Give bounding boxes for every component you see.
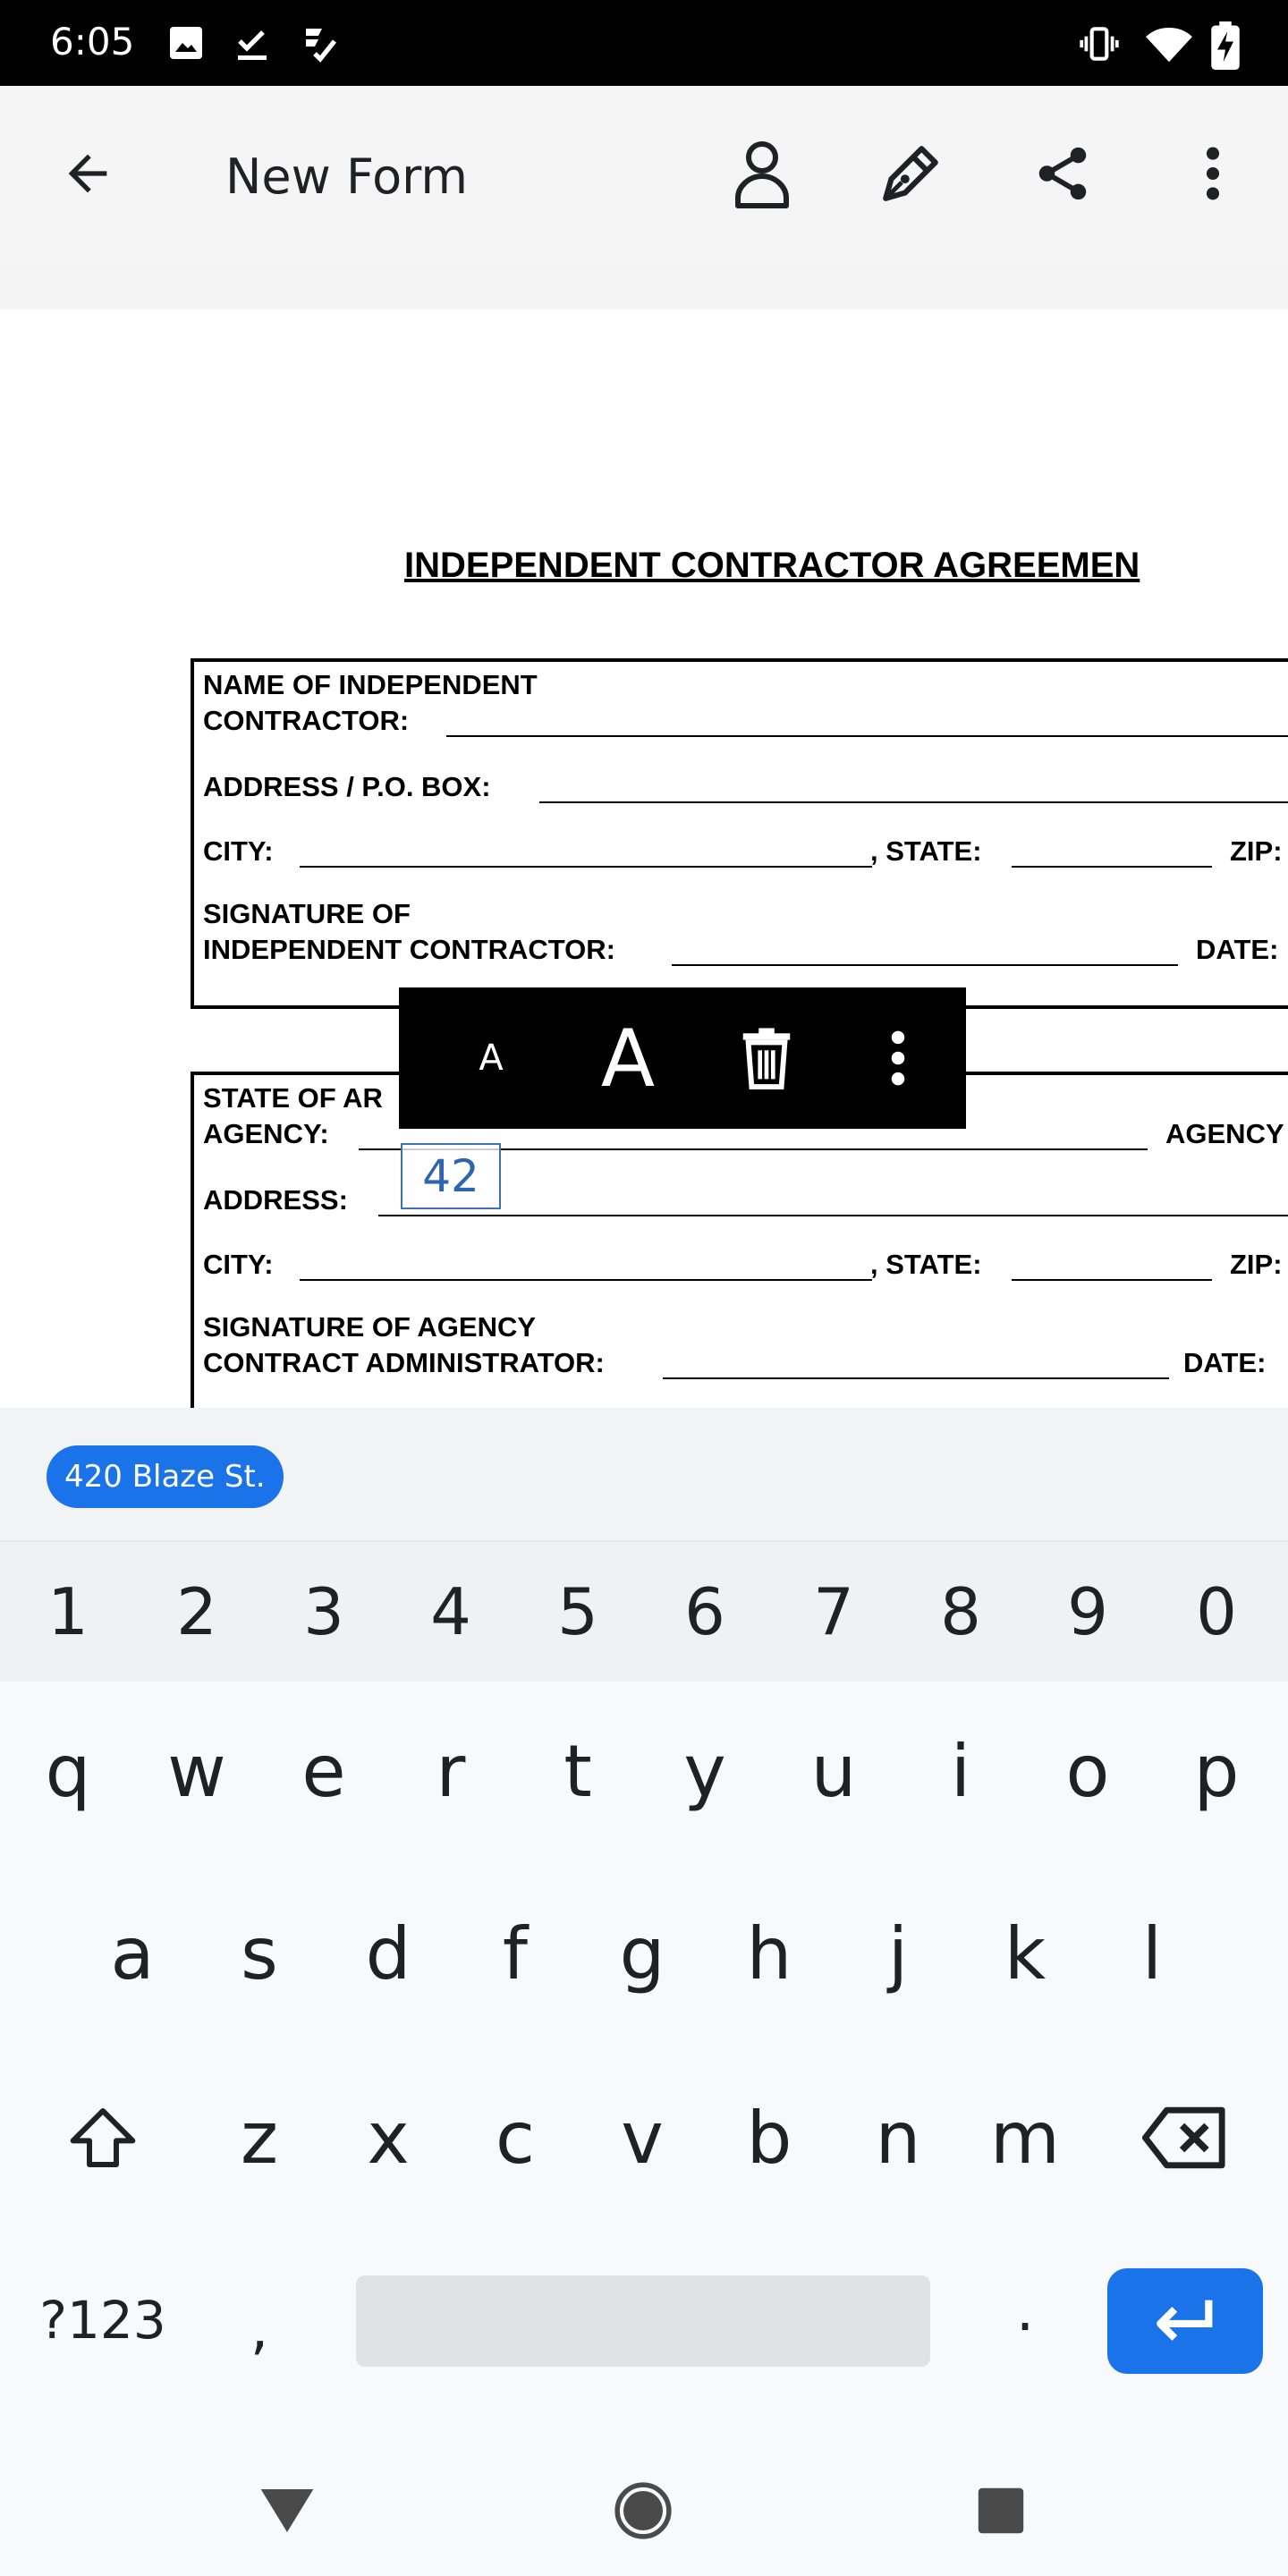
- delete-button[interactable]: [708, 987, 825, 1129]
- contractor-state-label: , STATE:: [870, 835, 982, 867]
- key-r[interactable]: r: [436, 1729, 466, 1813]
- nav-recents-button[interactable]: [952, 2462, 1050, 2560]
- shift-icon: [67, 2102, 139, 2174]
- key-t[interactable]: t: [564, 1729, 592, 1813]
- key-j[interactable]: j: [887, 1911, 909, 1996]
- contractor-city-field[interactable]: [300, 866, 872, 868]
- suggestion-strip: [0, 1408, 1288, 1542]
- agency-state-label: STATE OF AR: [203, 1082, 383, 1114]
- agency-address-label: ADDRESS:: [203, 1184, 348, 1216]
- contractor-name-field[interactable]: [446, 735, 1288, 737]
- contractor-name-label-1: NAME OF INDEPENDENT: [203, 669, 538, 700]
- back-button[interactable]: [41, 127, 134, 220]
- key-b[interactable]: b: [746, 2096, 792, 2180]
- checklist-icon: [299, 21, 342, 64]
- key-1[interactable]: 1: [47, 1574, 89, 1649]
- contractor-name-label-2: CONTRACTOR:: [203, 705, 410, 736]
- image-icon: [165, 21, 208, 64]
- space-key[interactable]: [356, 2275, 930, 2367]
- address-suggestion-chip[interactable]: 420 Blaze St.: [47, 1445, 284, 1508]
- agency-signature-label-1: SIGNATURE OF AGENCY: [203, 1311, 537, 1343]
- key-5[interactable]: 5: [557, 1574, 598, 1649]
- contractor-address-label: ADDRESS / P.O. BOX:: [203, 771, 491, 802]
- nav-home-button[interactable]: [594, 2462, 692, 2560]
- backspace-key[interactable]: [1118, 2048, 1252, 2227]
- back-arrow-icon: [59, 145, 116, 202]
- key-h[interactable]: h: [746, 1911, 792, 1996]
- recents-square-icon: [976, 2486, 1026, 2536]
- back-triangle-icon: [258, 2487, 316, 2535]
- pen-icon: [877, 140, 944, 207]
- home-circle-icon: [614, 2481, 673, 2540]
- document-page: [0, 309, 1288, 1408]
- sign-button[interactable]: [864, 127, 957, 220]
- key-w[interactable]: w: [167, 1729, 226, 1813]
- key-p[interactable]: p: [1193, 1729, 1240, 1813]
- key-o[interactable]: o: [1065, 1729, 1110, 1813]
- symbols-key[interactable]: ?123: [39, 2290, 166, 2351]
- key-n[interactable]: n: [875, 2096, 921, 2180]
- key-f[interactable]: f: [502, 1911, 529, 1996]
- shift-key[interactable]: [36, 2048, 170, 2227]
- backspace-icon: [1142, 2104, 1228, 2172]
- contractor-signature-field[interactable]: [672, 964, 1178, 966]
- key-i[interactable]: i: [950, 1729, 971, 1813]
- contractor-address-field[interactable]: [539, 801, 1288, 803]
- decrease-font-button[interactable]: A: [479, 1038, 504, 1079]
- agency-signature-label-2: CONTRACT ADMINISTRATOR:: [203, 1347, 605, 1378]
- key-d[interactable]: d: [365, 1911, 411, 1996]
- key-q[interactable]: q: [45, 1729, 91, 1813]
- battery-charging-icon: [1209, 21, 1241, 70]
- enter-icon: [1151, 2296, 1219, 2346]
- agency-signature-field[interactable]: [663, 1377, 1169, 1379]
- contractor-zip-label: ZIP:: [1230, 835, 1283, 867]
- agency-right-label: AGENCY: [1165, 1118, 1284, 1149]
- key-4[interactable]: 4: [430, 1574, 471, 1649]
- contractor-info-box: [191, 658, 1288, 1009]
- app-bar: [0, 86, 1288, 263]
- enter-key[interactable]: [1107, 2268, 1263, 2374]
- contractor-date-label: DATE:: [1196, 934, 1279, 965]
- key-z[interactable]: z: [241, 2096, 278, 2180]
- agency-city-field[interactable]: [300, 1279, 872, 1281]
- key-l[interactable]: l: [1141, 1911, 1163, 1996]
- key-y[interactable]: y: [683, 1729, 726, 1813]
- navigation-bar: [0, 2436, 1288, 2576]
- page-title: New Form: [225, 148, 468, 205]
- person-icon: [730, 138, 794, 209]
- number-row: [0, 1542, 1288, 1682]
- vibrate-icon: [1077, 21, 1122, 66]
- key-2[interactable]: 2: [176, 1574, 217, 1649]
- status-time: 6:05: [50, 20, 135, 64]
- key-g[interactable]: g: [619, 1911, 665, 1996]
- key-3[interactable]: 3: [303, 1574, 344, 1649]
- trash-icon: [740, 1027, 793, 1089]
- check-download-icon: [231, 21, 274, 64]
- key-9[interactable]: 9: [1067, 1574, 1108, 1649]
- key-7[interactable]: 7: [813, 1574, 854, 1649]
- agency-zip-label: ZIP:: [1230, 1249, 1283, 1280]
- toolbar-more-button[interactable]: [843, 987, 953, 1129]
- text-format-toolbar: [399, 987, 966, 1129]
- key-6[interactable]: 6: [684, 1574, 725, 1649]
- document-title: INDEPENDENT CONTRACTOR AGREEMEN: [404, 546, 1140, 585]
- agency-label: AGENCY:: [203, 1118, 329, 1149]
- agency-city-label: CITY:: [203, 1249, 274, 1280]
- contractor-state-field[interactable]: [1012, 866, 1212, 868]
- status-bar: [0, 0, 1288, 86]
- more-options-button[interactable]: [1166, 127, 1259, 220]
- key-c[interactable]: c: [496, 2096, 535, 2180]
- key-x[interactable]: x: [367, 2096, 410, 2180]
- wifi-icon: [1145, 21, 1193, 66]
- contractor-signature-label-2: INDEPENDENT CONTRACTOR:: [203, 934, 615, 965]
- share-button[interactable]: [1016, 127, 1109, 220]
- key-8[interactable]: 8: [940, 1574, 981, 1649]
- key-k[interactable]: k: [1004, 1911, 1046, 1996]
- agency-address-field[interactable]: [378, 1215, 1288, 1216]
- agency-state-field[interactable]: [1012, 1279, 1212, 1281]
- share-icon: [1031, 142, 1094, 205]
- text-annotation-input[interactable]: 42: [401, 1143, 501, 1209]
- key-0[interactable]: 0: [1196, 1574, 1237, 1649]
- key-e[interactable]: e: [301, 1729, 346, 1813]
- comma-key[interactable]: ,: [250, 2296, 269, 2362]
- more-vert-icon: [1204, 145, 1222, 202]
- agency-date-label: DATE:: [1183, 1347, 1267, 1378]
- signer-button[interactable]: [716, 127, 809, 220]
- more-vert-icon: [889, 1029, 907, 1088]
- key-a[interactable]: a: [110, 1911, 155, 1996]
- keyboard: [0, 1542, 1288, 2436]
- increase-font-button[interactable]: A: [600, 1012, 656, 1105]
- key-v[interactable]: v: [621, 2096, 664, 2180]
- contractor-city-label: CITY:: [203, 835, 274, 867]
- key-s[interactable]: s: [241, 1911, 278, 1996]
- key-m[interactable]: m: [990, 2096, 1060, 2180]
- key-u[interactable]: u: [810, 1729, 857, 1813]
- contractor-signature-label-1: SIGNATURE OF: [203, 898, 411, 929]
- document-viewer[interactable]: [0, 261, 1288, 1408]
- nav-back-button[interactable]: [238, 2462, 336, 2560]
- period-key[interactable]: .: [1015, 2278, 1035, 2344]
- agency-state-field-label: , STATE:: [870, 1249, 982, 1280]
